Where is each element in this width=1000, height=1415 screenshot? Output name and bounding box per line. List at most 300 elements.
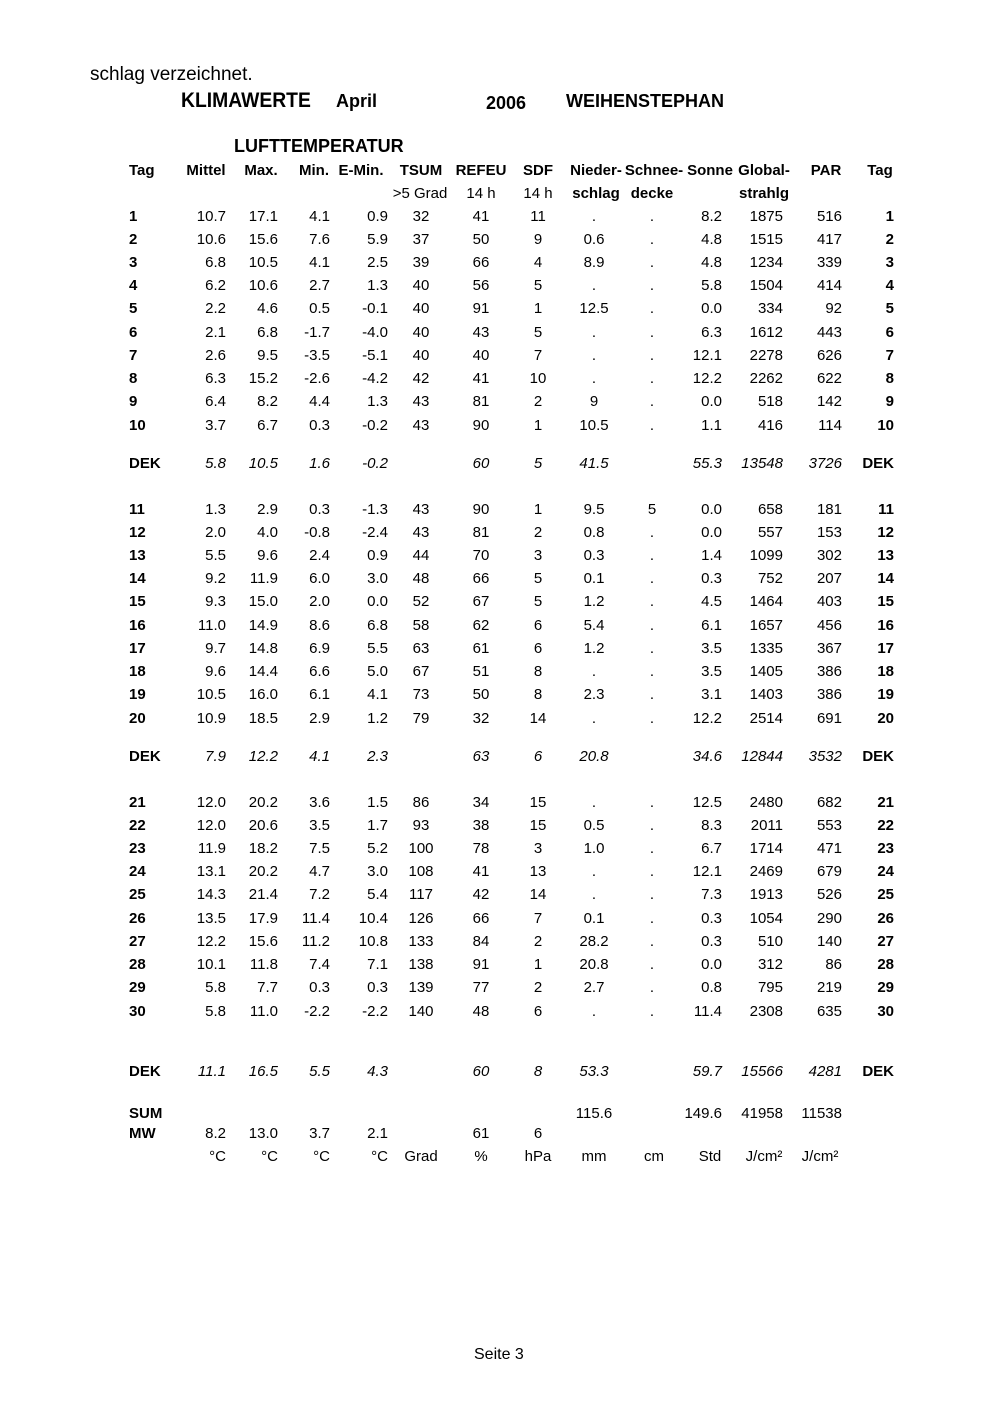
dek-max: 10.5 <box>248 455 278 472</box>
day-min: 0.3 <box>309 417 330 434</box>
day-mittel: 2.0 <box>205 524 226 541</box>
day-globalstrahlung: 1875 <box>749 208 783 225</box>
day-sdf: 11 <box>530 208 546 225</box>
day-globalstrahlung: 1464 <box>749 593 783 610</box>
day-schneedecke: . <box>649 640 655 657</box>
dek-par: 4281 <box>808 1063 842 1080</box>
day-emin: 0.9 <box>367 547 388 564</box>
day-sonne: 6.7 <box>701 840 722 857</box>
day-min: 3.6 <box>309 794 330 811</box>
day-mittel: 5.8 <box>205 979 226 996</box>
day-globalstrahlung: 1515 <box>749 231 783 248</box>
day-max: 15.6 <box>248 231 278 248</box>
mw-emin: 2.1 <box>367 1125 388 1142</box>
day-emin: -2.4 <box>362 524 388 541</box>
day-sonne: 1.1 <box>701 417 722 434</box>
day-emin: 1.2 <box>367 710 388 727</box>
day-schneedecke: . <box>649 393 655 410</box>
dek-tag-right: DEK <box>862 455 894 472</box>
day-emin: 10.8 <box>358 933 388 950</box>
day-sonne: 0.0 <box>701 393 722 410</box>
day-schneedecke: . <box>649 710 655 727</box>
day-tag: 21 <box>129 794 146 811</box>
day-globalstrahlung: 1054 <box>749 910 783 927</box>
day-tag: 19 <box>129 686 146 703</box>
day-refeu: 66 <box>472 570 490 587</box>
day-emin: -4.2 <box>362 370 388 387</box>
day-refeu: 90 <box>472 417 490 434</box>
day-sonne: 8.2 <box>701 208 722 225</box>
day-emin: -2.2 <box>362 1003 388 1020</box>
day-emin: 6.8 <box>367 617 388 634</box>
day-tag-right: 7 <box>885 347 894 364</box>
day-refeu: 42 <box>472 886 490 903</box>
day-schneedecke: . <box>649 277 655 294</box>
day-min: 7.5 <box>309 840 330 857</box>
day-sonne: 3.1 <box>701 686 722 703</box>
day-tsum: 108 <box>408 863 434 880</box>
day-max: 14.4 <box>248 663 278 680</box>
day-sonne: 0.3 <box>701 910 722 927</box>
unit-min: °C <box>313 1148 330 1165</box>
day-par: 622 <box>816 370 842 387</box>
header-sdf: SDF <box>523 162 553 179</box>
day-niederschlag: . <box>591 710 597 727</box>
day-min: 0.3 <box>309 979 330 996</box>
day-tag: 18 <box>129 663 146 680</box>
day-schneedecke: . <box>649 794 655 811</box>
day-niederschlag: 2.7 <box>583 979 605 996</box>
unit-sonne: Std <box>698 1148 722 1165</box>
day-min: 6.9 <box>309 640 330 657</box>
day-par: 443 <box>816 324 842 341</box>
day-sdf: 6 <box>533 617 543 634</box>
day-schneedecke: . <box>649 547 655 564</box>
day-sdf: 7 <box>533 347 543 364</box>
day-sonne: 0.8 <box>701 979 722 996</box>
day-mittel: 6.3 <box>205 370 226 387</box>
day-sdf: 2 <box>533 933 543 950</box>
dek-sonne: 55.3 <box>692 455 722 472</box>
day-niederschlag: . <box>591 863 597 880</box>
day-tsum: 67 <box>412 663 430 680</box>
dek-max: 12.2 <box>248 748 278 765</box>
day-sonne: 7.3 <box>701 886 722 903</box>
day-sdf: 15 <box>529 794 547 811</box>
day-tsum: 43 <box>412 417 430 434</box>
day-emin: 0.9 <box>367 208 388 225</box>
day-globalstrahlung: 1913 <box>749 886 783 903</box>
day-niederschlag: . <box>591 347 597 364</box>
day-min: 7.4 <box>309 956 330 973</box>
day-emin: 5.5 <box>367 640 388 657</box>
day-niederschlag: . <box>591 370 597 387</box>
day-max: 10.5 <box>248 254 278 271</box>
day-par: 679 <box>816 863 842 880</box>
day-refeu: 56 <box>472 277 490 294</box>
day-min: 4.1 <box>309 208 330 225</box>
day-schneedecke: 5 <box>647 501 657 518</box>
day-tsum: 48 <box>412 570 430 587</box>
day-tag: 7 <box>129 347 138 364</box>
day-par: 207 <box>816 570 842 587</box>
unit-tsum: Grad <box>404 1148 438 1165</box>
day-emin: -0.2 <box>362 417 388 434</box>
day-min: 8.6 <box>309 617 330 634</box>
day-tag-right: 13 <box>877 547 894 564</box>
day-max: 10.6 <box>248 277 278 294</box>
day-tag-right: 4 <box>885 277 894 294</box>
day-sdf: 3 <box>533 840 543 857</box>
day-sdf: 6 <box>533 640 543 657</box>
month-label: April <box>336 91 378 111</box>
day-schneedecke: . <box>649 347 655 364</box>
day-mittel: 6.4 <box>205 393 226 410</box>
top-fragment-text: schlag verzeichnet. <box>90 64 253 85</box>
day-par: 691 <box>816 710 842 727</box>
day-max: 14.8 <box>248 640 278 657</box>
dek-sdf: 6 <box>533 748 543 765</box>
day-mittel: 11.9 <box>197 840 226 857</box>
day-tag-right: 8 <box>885 370 894 387</box>
mw-max: 13.0 <box>248 1125 278 1142</box>
day-sdf: 5 <box>533 593 543 610</box>
dek-tag-right: DEK <box>862 1063 894 1080</box>
day-schneedecke: . <box>649 817 655 834</box>
page-number: Seite 3 <box>474 1346 524 1363</box>
station-name: WEIHENSTEPHAN <box>566 91 725 111</box>
dek-sonne: 59.7 <box>692 1063 722 1080</box>
day-sdf: 2 <box>533 524 543 541</box>
day-tag-right: 5 <box>885 300 894 317</box>
day-par: 386 <box>816 663 842 680</box>
day-tag: 29 <box>129 979 146 996</box>
day-globalstrahlung: 2480 <box>749 794 783 811</box>
dek-par: 3532 <box>808 748 842 765</box>
day-mittel: 10.9 <box>196 710 226 727</box>
day-globalstrahlung: 2308 <box>749 1003 783 1020</box>
header-refeu: REFEU <box>455 162 507 179</box>
mw-tag: MW <box>129 1125 156 1142</box>
day-refeu: 48 <box>472 1003 490 1020</box>
day-refeu: 90 <box>472 501 490 518</box>
day-emin: -1.3 <box>362 501 388 518</box>
day-sdf: 6 <box>533 1003 543 1020</box>
day-schneedecke: . <box>649 886 655 903</box>
day-refeu: 66 <box>472 910 490 927</box>
day-par: 682 <box>816 794 842 811</box>
day-emin: 10.4 <box>358 910 388 927</box>
day-tag-right: 24 <box>877 863 894 880</box>
day-globalstrahlung: 1335 <box>749 640 783 657</box>
day-refeu: 32 <box>472 710 490 727</box>
day-refeu: 78 <box>472 840 490 857</box>
day-sdf: 1 <box>533 300 543 317</box>
unit-schneedecke: cm <box>644 1148 664 1165</box>
day-tag-right: 20 <box>877 710 894 727</box>
unit-par: J/cm² <box>801 1148 839 1165</box>
day-tsum: 100 <box>408 840 434 857</box>
day-niederschlag: 9 <box>589 393 599 410</box>
day-tsum: 40 <box>412 324 430 341</box>
day-sonne: 0.0 <box>701 956 722 973</box>
day-par: 153 <box>816 524 842 541</box>
day-mittel: 10.7 <box>196 208 226 225</box>
day-max: 9.6 <box>257 547 278 564</box>
day-min: 0.3 <box>309 501 330 518</box>
day-max: 2.9 <box>257 501 278 518</box>
day-schneedecke: . <box>649 863 655 880</box>
day-globalstrahlung: 518 <box>757 393 783 410</box>
day-min: 0.5 <box>309 300 330 317</box>
day-mittel: 10.1 <box>196 956 226 973</box>
day-tag: 10 <box>129 417 146 434</box>
header-tag-right: Tag <box>867 162 893 179</box>
day-sonne: 1.4 <box>701 547 722 564</box>
day-min: 6.0 <box>309 570 330 587</box>
day-max: 11.9 <box>249 570 278 587</box>
day-sonne: 0.3 <box>701 570 722 587</box>
header-globalstrahlung: Global- <box>738 162 790 179</box>
day-sdf: 5 <box>533 277 543 294</box>
dek-refeu: 60 <box>472 1063 490 1080</box>
day-tag: 26 <box>129 910 146 927</box>
day-tag-right: 2 <box>885 231 894 248</box>
day-schneedecke: . <box>649 370 655 387</box>
day-tsum: 39 <box>412 254 430 271</box>
day-par: 626 <box>816 347 842 364</box>
day-niederschlag: 0.8 <box>583 524 605 541</box>
dek-niederschlag: 53.3 <box>579 1063 609 1080</box>
day-sdf: 2 <box>533 393 543 410</box>
day-emin: 7.1 <box>367 956 388 973</box>
day-tag-right: 11 <box>878 501 894 518</box>
day-tsum: 133 <box>408 933 434 950</box>
day-emin: 5.4 <box>367 886 388 903</box>
day-max: 16.0 <box>248 686 278 703</box>
day-globalstrahlung: 2514 <box>749 710 783 727</box>
sum-niederschlag: 115.6 <box>575 1105 613 1122</box>
header-sonne: Sonne <box>687 162 733 179</box>
dek-sonne: 34.6 <box>692 748 722 765</box>
subheader-refeu: 14 h <box>466 185 496 202</box>
day-tag: 20 <box>129 710 146 727</box>
subheader-sdf: 14 h <box>523 185 553 202</box>
day-tag: 23 <box>129 840 146 857</box>
mw-min: 3.7 <box>309 1125 330 1142</box>
day-mittel: 12.0 <box>196 794 226 811</box>
day-schneedecke: . <box>649 686 655 703</box>
day-par: 181 <box>816 501 842 518</box>
day-globalstrahlung: 1403 <box>749 686 783 703</box>
day-tsum: 79 <box>412 710 430 727</box>
day-niederschlag: . <box>591 277 597 294</box>
day-tag: 1 <box>129 208 138 225</box>
day-refeu: 91 <box>472 300 490 317</box>
header-mittel: Mittel <box>186 162 226 179</box>
day-niederschlag: 5.4 <box>583 617 605 634</box>
day-max: 20.6 <box>248 817 278 834</box>
day-refeu: 38 <box>472 817 490 834</box>
day-tsum: 93 <box>412 817 430 834</box>
day-mittel: 5.5 <box>205 547 226 564</box>
day-refeu: 50 <box>472 686 490 703</box>
day-tsum: 40 <box>412 277 430 294</box>
day-globalstrahlung: 2469 <box>749 863 783 880</box>
dek-sdf: 5 <box>533 455 543 472</box>
day-tag-right: 19 <box>877 686 894 703</box>
day-refeu: 84 <box>472 933 490 950</box>
day-globalstrahlung: 334 <box>757 300 783 317</box>
day-tag-right: 21 <box>877 794 894 811</box>
day-tag: 15 <box>129 593 146 610</box>
day-mittel: 9.2 <box>205 570 226 587</box>
day-sdf: 10 <box>529 370 547 387</box>
unit-sdf: hPa <box>524 1148 552 1165</box>
day-mittel: 14.3 <box>196 886 226 903</box>
day-schneedecke: . <box>649 570 655 587</box>
day-globalstrahlung: 1612 <box>749 324 783 341</box>
day-sonne: 6.3 <box>701 324 722 341</box>
dek-refeu: 60 <box>472 455 490 472</box>
day-par: 414 <box>816 277 842 294</box>
day-min: 7.2 <box>309 886 330 903</box>
day-tag-right: 9 <box>885 393 894 410</box>
day-niederschlag: 12.5 <box>579 300 609 317</box>
day-sdf: 7 <box>533 910 543 927</box>
day-max: 17.1 <box>248 208 278 225</box>
day-par: 635 <box>816 1003 842 1020</box>
dek-min: 1.6 <box>309 455 330 472</box>
day-max: 15.2 <box>248 370 278 387</box>
day-sdf: 14 <box>529 886 547 903</box>
day-emin: -4.0 <box>362 324 388 341</box>
day-tag-right: 10 <box>877 417 894 434</box>
day-mittel: 12.2 <box>196 933 226 950</box>
day-refeu: 81 <box>472 393 490 410</box>
day-max: 8.2 <box>257 393 278 410</box>
day-mittel: 2.1 <box>205 324 226 341</box>
dek-tag: DEK <box>129 455 161 472</box>
header-emin: E-Min. <box>338 162 384 179</box>
day-par: 471 <box>816 840 842 857</box>
day-mittel: 9.7 <box>205 640 226 657</box>
day-mittel: 10.6 <box>196 231 226 248</box>
day-globalstrahlung: 1657 <box>749 617 783 634</box>
dek-tag: DEK <box>129 748 161 765</box>
day-refeu: 81 <box>472 524 490 541</box>
day-sdf: 1 <box>533 501 543 518</box>
day-min: 4.4 <box>309 393 330 410</box>
day-refeu: 41 <box>472 370 490 387</box>
day-niederschlag: 8.9 <box>583 254 605 271</box>
day-sonne: 0.0 <box>701 524 722 541</box>
day-schneedecke: . <box>649 663 655 680</box>
day-max: 7.7 <box>257 979 278 996</box>
day-min: 2.7 <box>309 277 330 294</box>
day-schneedecke: . <box>649 910 655 927</box>
day-schneedecke: . <box>649 933 655 950</box>
day-globalstrahlung: 2262 <box>749 370 783 387</box>
day-sonne: 4.5 <box>701 593 722 610</box>
day-tag-right: 3 <box>885 254 894 271</box>
day-tag: 17 <box>129 640 146 657</box>
day-schneedecke: . <box>649 524 655 541</box>
dek-mittel: 7.9 <box>205 748 226 765</box>
header-schneedecke: Schnee- <box>624 162 684 179</box>
sum-par: 11538 <box>801 1105 842 1122</box>
unit-emin: °C <box>371 1148 388 1165</box>
day-tsum: 86 <box>412 794 430 811</box>
day-niederschlag: 0.1 <box>583 910 605 927</box>
day-tag: 16 <box>129 617 146 634</box>
day-schneedecke: . <box>649 979 655 996</box>
day-emin: 5.9 <box>367 231 388 248</box>
day-mittel: 3.7 <box>205 417 226 434</box>
day-tag: 27 <box>129 933 146 950</box>
day-max: 14.9 <box>248 617 278 634</box>
day-min: -3.5 <box>304 347 330 364</box>
day-tag: 2 <box>129 231 138 248</box>
day-par: 386 <box>816 686 842 703</box>
day-globalstrahlung: 2278 <box>749 347 783 364</box>
day-max: 18.2 <box>248 840 278 857</box>
day-mittel: 2.6 <box>205 347 226 364</box>
day-sdf: 15 <box>529 817 547 834</box>
day-tag: 4 <box>129 277 138 294</box>
day-sonne: 12.5 <box>692 794 722 811</box>
day-par: 219 <box>816 979 842 996</box>
day-max: 20.2 <box>248 794 278 811</box>
day-niederschlag: 0.5 <box>583 817 605 834</box>
day-sdf: 3 <box>533 547 543 564</box>
day-sonne: 5.8 <box>701 277 722 294</box>
day-min: -1.7 <box>304 324 330 341</box>
day-tag-right: 25 <box>877 886 894 903</box>
day-min: 3.5 <box>309 817 330 834</box>
day-min: 2.0 <box>309 593 330 610</box>
day-tag-right: 29 <box>877 979 894 996</box>
day-emin: 1.7 <box>367 817 388 834</box>
day-schneedecke: . <box>649 1003 655 1020</box>
day-sonne: 0.3 <box>701 933 722 950</box>
dek-mittel: 5.8 <box>205 455 226 472</box>
day-refeu: 66 <box>472 254 490 271</box>
day-refeu: 67 <box>472 593 490 610</box>
day-tag-right: 22 <box>877 817 894 834</box>
day-mittel: 9.6 <box>205 663 226 680</box>
day-emin: 3.0 <box>367 863 388 880</box>
dek-niederschlag: 20.8 <box>579 748 609 765</box>
day-par: 403 <box>816 593 842 610</box>
dek-globalstrahlung: 12844 <box>741 748 783 765</box>
sum-globalstrahlung: 41958 <box>741 1105 783 1122</box>
day-sdf: 2 <box>533 979 543 996</box>
day-sdf: 5 <box>533 570 543 587</box>
header-par: PAR <box>810 162 842 179</box>
day-niederschlag: . <box>591 1003 597 1020</box>
day-emin: 0.0 <box>367 593 388 610</box>
day-tsum: 52 <box>412 593 430 610</box>
day-max: 18.5 <box>248 710 278 727</box>
dek-max: 16.5 <box>248 1063 278 1080</box>
day-niederschlag: . <box>591 208 597 225</box>
day-min: -0.8 <box>304 524 330 541</box>
day-min: 4.7 <box>309 863 330 880</box>
dek-emin: -0.2 <box>362 455 388 472</box>
day-schneedecke: . <box>649 231 655 248</box>
day-globalstrahlung: 658 <box>757 501 783 518</box>
